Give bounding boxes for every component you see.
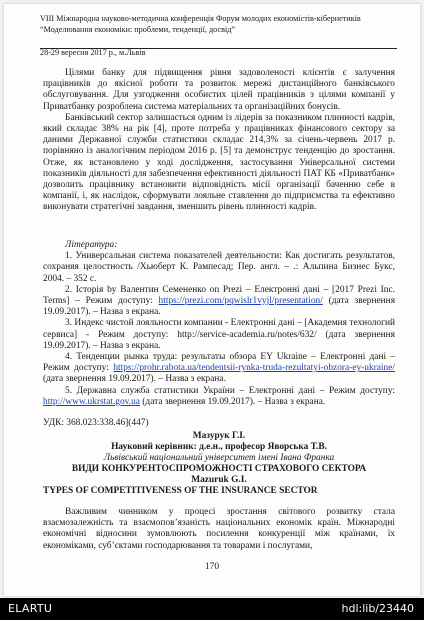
viewer-footer-bar: [0, 598, 424, 620]
reference-item: [43, 285, 395, 319]
handle-id: hdl:lib/23440: [341, 602, 414, 615]
reference-text: (дата звернення 19.09.2017). – Назва з екрана.: [43, 296, 396, 318]
paragraph: Важливим чинником у процесі зростання світового розвитку стала взаємозалежність та взаємопов’язаність національних економік країн. Міжнародні економічні відносини зумовлюють посилення конкуренції між країнами, їх економіками, суб’єктами господарювання та товарами і послугами,: [43, 507, 395, 551]
paragraph: Цілями банку для підвищення рівня задоволеності клієнтів є залучення працівників до якісної роботи та розвиток мережі дистанційного банківського обслуговування. Для узгодження особистих цілей працівників з цілями компанії у Приватбанку розроблена система матеріальних та організаційних бонусів.: [43, 68, 395, 112]
udc-code: УДК: 368.023:338.46](447): [43, 418, 149, 428]
reference-item: [43, 352, 395, 386]
article-body-bottom: [43, 507, 395, 552]
references: [43, 240, 395, 408]
reference-text: (дата звернення 19.09.2017). – Назва з екрана.: [139, 396, 326, 407]
reference-link[interactable]: https://prezi.com/pqwislr1vyjl/presentation/: [158, 296, 323, 307]
reference-text: 5. Державна служба статистики України – Електронні дані – Режим доступу:: [65, 385, 395, 396]
supervisor: Науковий керівник: д.е.н., професор Яворська Т.В.: [111, 442, 327, 452]
reference-item: 3. Индекс чистой лояльности компании - Електронні дані – [Академия технологий сервиса] - Режим доступу: http://service-academia.ru/notes/632/ (дата звернення 19.09.2017). – Назва з екрана.: [43, 318, 395, 351]
document-page: [4, 4, 420, 596]
reference-link[interactable]: https://prohr.rabota.ua/tendentsii-rynka-truda-rezultatyi-obzora-ey-ukraine/: [113, 363, 395, 374]
university: Львівський національний університет імені Івана Франка: [103, 453, 335, 463]
reference-text: 2. Історія by Валентин Семененко on Prezi – Електронні дані – [2017 Prezi Inc. Terms] – Режим доступу:: [43, 284, 395, 307]
references-title: Література:: [65, 240, 118, 250]
reference-text: (дата звернення 19.09.2017). – Назва з екрана.: [43, 374, 226, 385]
header-conference-line: VIII Міжнародна науково-методична конференція Форум молодих економістів-кібернетиків: [40, 14, 361, 23]
paragraph: Банківський сектор залишається одним із лідерів за показником плинності кадрів, який складає 38% на рік [4], проте потреба у працівниках фінансового сектору за даними Державної служби статистики складає 214,3% за січень-червень 2017 р. порівняно із аналогічним періодом 2016 р. [5] та демонструє тенденцію до зростання. Отже, як встановлено у ході дослідження, застосування Універсальної системи показників діяльності для забезпечення ефективності діяльності ПАТ КБ «Приватбанк» дозволить працівнику встановити відповідність місії організації баченню себе в компанії, і, як наслідок, сформувати лояльне ставлення до підприємства та ефективно виконувати стратегічні завдання, зменшить рівень плинності кадрів.: [43, 112, 395, 213]
article-title-ua: ВИДИ КОНКУРЕНТОСПРОМОЖНОСТІ СТРАХОВОГО СЕКТОРА: [71, 464, 367, 474]
running-header: [40, 14, 396, 35]
author-name: Мазурук Г.І.: [192, 431, 246, 441]
article-body-top: [43, 68, 395, 214]
repository-name: ELARTU: [8, 602, 53, 615]
author-name-en: Mazuruk G.I.: [191, 475, 247, 485]
reference-text: 4. Тенденции рынка труда: результаты обзора EY Ukraine – Електронні дані – Режим доступу:: [43, 352, 395, 374]
header-date: 28-29 вересня 2017 р., м.Львів: [40, 48, 146, 57]
page-number: 170: [204, 562, 220, 572]
article-title-en: TYPES OF COMPETITIVENESS OF THE INSURANCE SECTOR: [43, 486, 318, 496]
reference-item: 1. Универсальная система показателей деятельности: Как достигать результатов, сохраняя целостность /Хьюберт К. Рампесад; Пер. англ. – .: Альпина Бизнес Букс, 2004. – 352 с.: [43, 251, 395, 284]
header-topic-line: “Моделювання економіки: проблеми, тенденції, досвід”: [40, 24, 236, 34]
reference-item: [43, 386, 395, 408]
reference-link[interactable]: http://www.ukrstat.gov.ua: [43, 396, 140, 407]
